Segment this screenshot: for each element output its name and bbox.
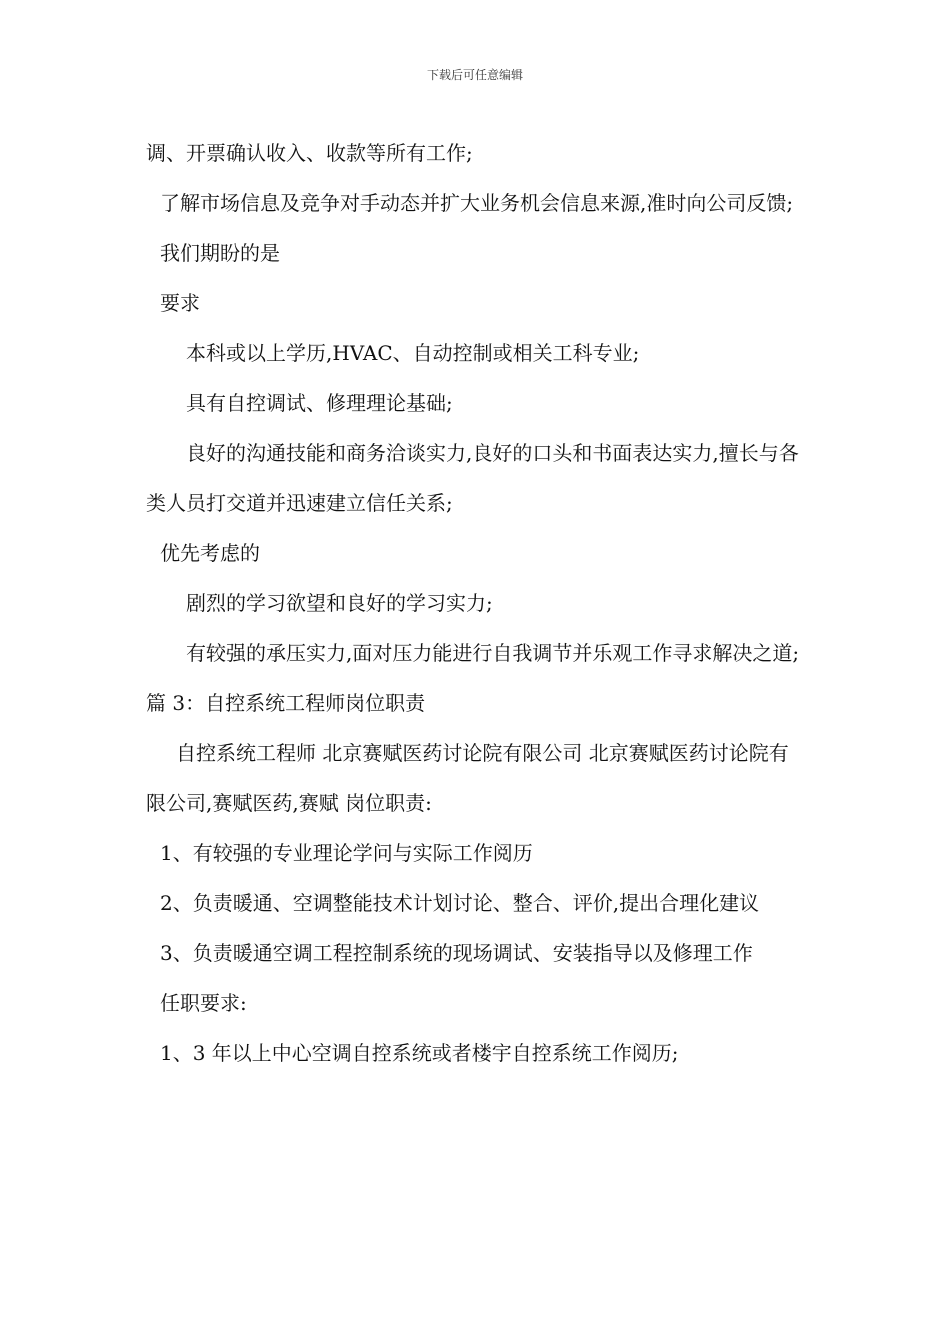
list-item: 具有自控调试、修理理论基础; bbox=[186, 391, 453, 415]
list-item: 2、负责暖通、空调整能技术计划讨论、整合、评价,提出合理化建议 bbox=[160, 891, 760, 915]
list-item: 良好的沟通技能和商务洽谈实力,良好的口头和书面表达实力,擅长与各类人员打交道并迅速建立信任关系; bbox=[146, 441, 799, 515]
paragraph: 调、开票确认收入、收款等所有工作; bbox=[146, 141, 473, 165]
section-heading: 任职要求: bbox=[160, 991, 247, 1015]
list-item: 剧烈的学习欲望和良好的学习实力; bbox=[186, 591, 493, 615]
list-item: 本科或以上学历,HVAC、自动控制或相关工科专业; bbox=[186, 341, 640, 365]
section-heading: 要求 bbox=[160, 291, 200, 315]
section-heading: 我们期盼的是 bbox=[160, 241, 280, 265]
page-header-note: 下载后可任意编辑 bbox=[426, 68, 523, 82]
list-item: 有较强的承压实力,面对压力能进行自我调节并乐观工作寻求解决之道; 篇 3：自控系统工程师岗位职责 bbox=[146, 641, 800, 715]
document-body bbox=[146, 128, 808, 1078]
paragraph: 自控系统工程师 北京赛赋医药讨论院有限公司 北京赛赋医药讨论院有限公司,赛赋医药,赛赋 岗位职责: bbox=[146, 741, 789, 815]
list-item: 1、有较强的专业理论学问与实际工作阅历 bbox=[160, 841, 533, 865]
paragraph: 了解市场信息及竞争对手动态并扩大业务机会信息来源,准时向公司反馈; bbox=[160, 191, 794, 215]
list-item: 3、负责暖通空调工程控制系统的现场调试、安装指导以及修理工作 bbox=[160, 941, 753, 965]
list-item: 1、3 年以上中心空调自控系统或者楼宇自控系统工作阅历; bbox=[160, 1041, 679, 1065]
section-heading: 优先考虑的 bbox=[160, 541, 260, 565]
